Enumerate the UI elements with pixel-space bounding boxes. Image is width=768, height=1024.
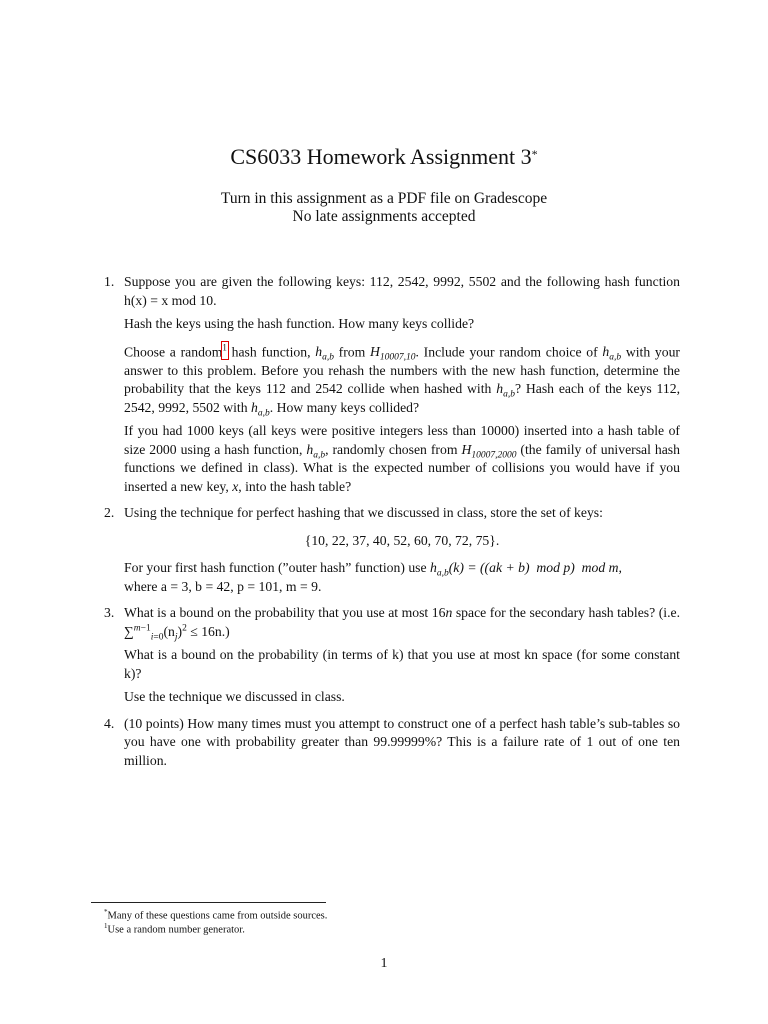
text-run: ? Hash each of the keys 112, 2542, 9992, 5502 with (124, 381, 681, 415)
problem-1-para-2: Hash the keys using the hash function. How many keys collide? (124, 316, 475, 331)
text-run: Choose a random (124, 344, 223, 360)
text-run: If you had 1000 keys (all keys were positive integers less than 10000) inserted into a hash table of size 2000 using a hash function, (124, 423, 680, 457)
text-run: (n (163, 623, 175, 639)
text-run: hash function, (226, 344, 316, 360)
problem-2-para-1: Using the technique for perfect hashing that we discussed in class, store the set of keys: (124, 505, 603, 521)
math-h: $h_{a,b}$ (251, 399, 270, 419)
footnote-ref-mark: 1 (222, 342, 227, 353)
problem-3 (104, 604, 680, 707)
problem-2-para-2 (124, 559, 680, 596)
problem-3-para-1: What is a bound on the probability that you use at most 16n space for the secondary hash tables? (i.e. $\sum^{m-1}_{i=0}(n_j)^2 \le 16n$.) (124, 605, 680, 643)
problem-1-para-1 (124, 273, 680, 310)
problem-4-para-1: (10 points) How many times must you attempt to construct one of a perfect hash table’s sub-tables so you have one with probability greater than 99.99999%? This is a failure rate of 1 out of one ten million. (124, 715, 680, 768)
problem-4 (104, 715, 680, 771)
math-H: $H_{10007,2000}$ (461, 441, 517, 461)
title-footnote-mark: * (531, 147, 538, 161)
problem-1-para-3 (124, 339, 680, 418)
text-run: Suppose you are given the following keys: 112, 2542, 9992, 5502 and the following hash function (124, 274, 680, 289)
footnote-separator (91, 902, 326, 903)
problem-number: 4. (104, 715, 115, 731)
text-run: , randomly chosen from (325, 441, 462, 457)
problem-1-para-4 (124, 422, 680, 496)
footnote-2 (104, 920, 245, 937)
footnote-mark: * (104, 908, 108, 916)
problem-number: 3. (104, 605, 115, 621)
math-h: $h_{a,b}$ (496, 381, 515, 400)
problem-list (104, 273, 680, 770)
problem-number: 2. (104, 505, 115, 521)
math-x: x (232, 478, 239, 494)
text-run: ≤ 16n.) (186, 623, 230, 639)
text-run: (the family of universal hash functions we defined in class). What is the expected number of collisions you would have if you inserted a new key, (124, 441, 680, 494)
footnote-text: Use a random number generator. (107, 924, 245, 936)
footnote-link[interactable] (222, 344, 227, 359)
subtitle-line-1: Turn in this assignment as a PDF file on Gradescope (220, 190, 548, 207)
text-run: with your answer to this problem. Before you rehash the numbers with the new hash function, determine the probability that the keys 112 and 2542 collide when hashed with (124, 344, 680, 397)
text-run: . How many keys collided? (269, 399, 420, 415)
text-run: For your first hash function (”outer hash” function) use (124, 560, 430, 576)
problem-number: 1. (104, 274, 115, 289)
title-text: CS6033 Homework Assignment 3 (230, 144, 532, 169)
subtitle-line-2: No late assignments accepted (292, 208, 476, 225)
problem-3-para-2: What is a bound on the probability (in terms of k) that you use at most kn space (for some constant k)? (124, 647, 680, 681)
math-hash-function: h(x) = x mod 10. (124, 292, 217, 308)
math-n: n (445, 605, 453, 621)
math-outer-hash: $h_{a,b}(k) = ((ak + b)$ mod p) mod m, (430, 560, 622, 579)
text-run: . Include your random choice of (415, 344, 603, 360)
text-run: ) (177, 623, 183, 639)
footnote-mark: 1 (104, 922, 108, 930)
page-number: 1 (380, 956, 388, 971)
problem-1 (104, 273, 680, 496)
footnote-link-box (221, 341, 229, 360)
text-run: from (333, 344, 371, 360)
page-title (0, 143, 768, 171)
text-run: , into the hash table? (238, 478, 352, 494)
math-sum: ∑$^{m-1}_{i=0}$ (124, 623, 164, 643)
problem-2 (104, 504, 680, 596)
footnote-text: Many of these questions came from outside sources. (107, 910, 328, 922)
key-set-display: {10, 22, 37, 40, 52, 60, 70, 72, 75}. (304, 532, 500, 548)
text-run: What is a bound on the probability that you use at most 16 (124, 605, 446, 621)
math-h: $h_{a,b}$ (315, 344, 334, 363)
math-h: $h_{a,b}$ (306, 441, 326, 461)
problem-3-para-3: Use the technique we discussed in class. (124, 689, 345, 705)
math-h: $h_{a,b}$ (602, 344, 622, 363)
text-run: space for the secondary hash tables? (i.e. (452, 605, 680, 621)
text-run: where a = 3, b = 42, p = 101, m = 9. (124, 578, 322, 594)
math-H: $H_{10007,10}$ (370, 344, 416, 363)
